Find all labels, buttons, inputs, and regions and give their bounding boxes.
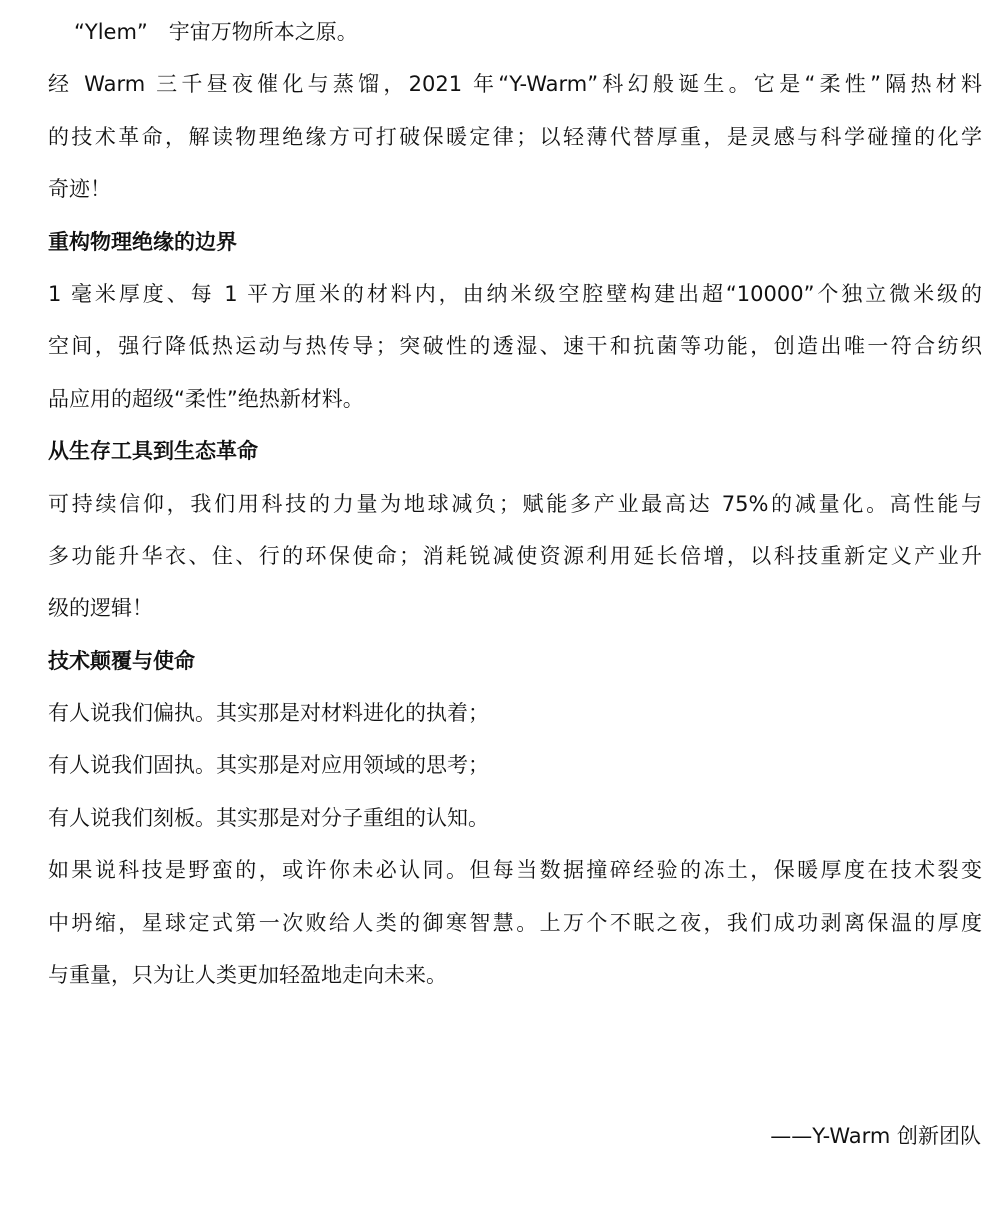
section-2-line-1: 可持续信仰，我们用科技的力量为地球减负；赋能多产业最高达 75%的减量化。高性能与 [48,491,982,516]
section-2-line-3: 级的逻辑！ [48,596,153,621]
section-1-line-2: 空间，强行降低热运动与热传导；突破性的透湿、速干和抗菌等功能，创造出唯一符合纺织 [48,334,982,359]
closing-line-3: 与重量，只为让人类更加轻盈地走向未来。 [48,963,447,988]
section-2-line-2: 多功能升华衣、住、行的环保使命；消耗锐减使资源利用延长倍增，以科技重新定义产业升 [48,543,982,568]
statement-1: 有人说我们偏执。其实那是对材料进化的执着； [48,701,489,726]
section-1-line-3: 品应用的超级“柔性”绝热新材料。 [48,386,364,411]
signature: ——Y-Warm 创新团队 [770,1124,981,1148]
section-2-heading: 从生存工具到生态革命 [48,439,258,464]
section-3-heading: 技术颠覆与使命 [48,648,195,673]
paragraph-1-line-1: 经 Warm 三千昼夜催化与蒸馏，2021 年“Y-Warm”科幻般诞生。它是“柔性”隔热材料 [48,72,982,97]
document-body [48,6,982,1001]
statement-3: 有人说我们刻板。其实那是对分子重组的认知。 [48,805,489,830]
intro-line: “Ylem” 宇宙万物所本之原。 [74,20,358,44]
closing-line-1: 如果说科技是野蛮的，或许你未必认同。但每当数据撞碎经验的冻土，保暖厚度在技术裂变 [48,858,982,883]
paragraph-1-line-3: 奇迹！ [48,177,111,202]
closing-line-2: 中坍缩，星球定式第一次败给人类的御寒智慧。上万个不眠之夜，我们成功剥离保温的厚度 [48,910,982,935]
section-1-line-1: 1 毫米厚度、每 1 平方厘米的材料内，由纳米级空腔壁构建出超“10000”个独立微米级的 [48,281,982,306]
section-1-heading: 重构物理绝缘的边界 [48,229,237,254]
paragraph-1-line-2: 的技术革命，解读物理绝缘方可打破保暖定律；以轻薄代替厚重，是灵感与科学碰撞的化学 [48,124,982,149]
statement-2: 有人说我们固执。其实那是对应用领域的思考； [48,753,489,778]
